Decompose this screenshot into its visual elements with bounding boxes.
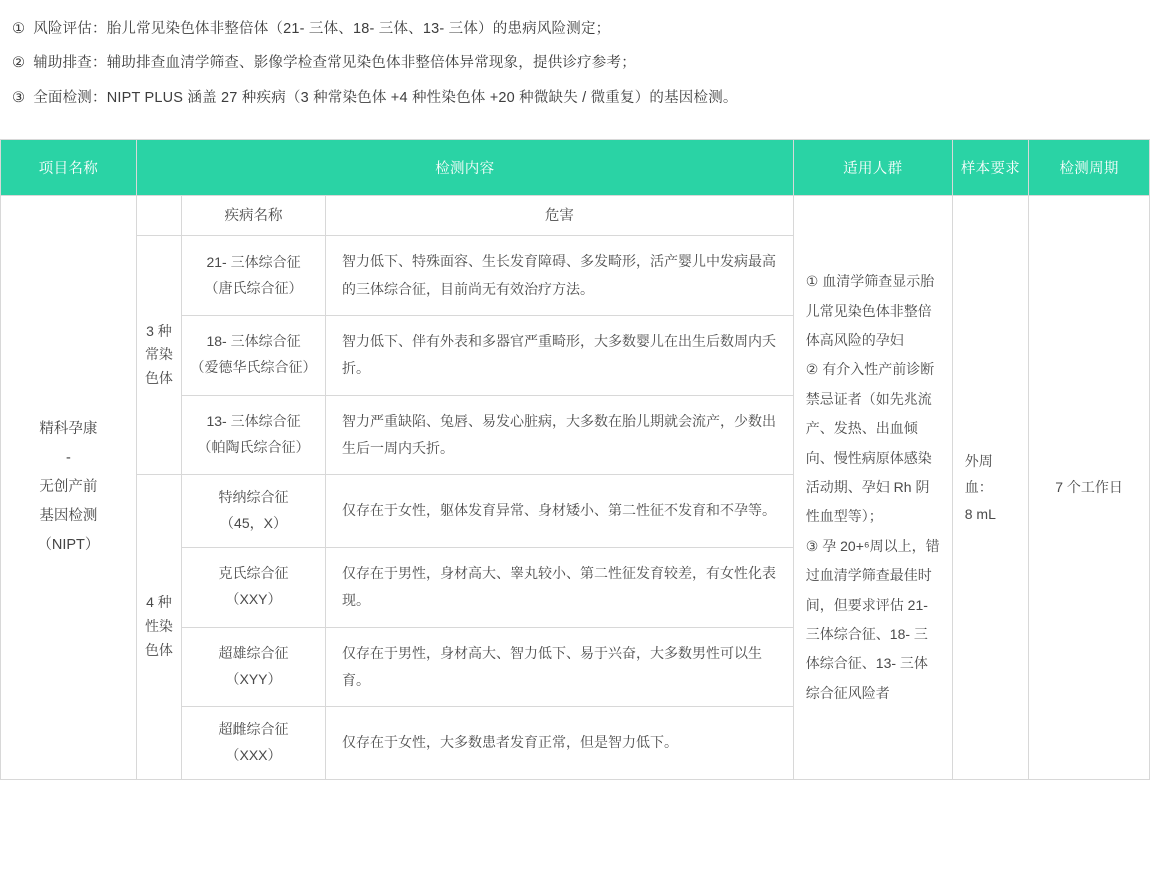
product-name-cell: 精科孕康 - 无创产前 基因检测 （NIPT） [1, 196, 137, 780]
disease-name: 13- 三体综合征 （帕陶氏综合征） [182, 395, 326, 475]
disease-name: 克氏综合征 （XXY） [182, 547, 326, 627]
disease-name: 超雌综合征 （XXX） [182, 707, 326, 780]
disease-harm: 智力低下、伴有外表和多器官严重畸形，大多数婴儿在出生后数周内夭折。 [325, 316, 793, 396]
disease-harm: 智力低下、特殊面容、生长发育障碍、多发畸形，活产婴儿中发病最高的三体综合征，目前尚无有效治疗方法。 [325, 236, 793, 316]
disease-harm: 仅存在于女性，躯体发育异常、身材矮小、第二性征不发育和不孕等。 [325, 475, 793, 548]
intro-marker-2: ② [12, 55, 26, 72]
disease-name: 18- 三体综合征 （爱德华氏综合征） [182, 316, 326, 396]
sample-requirement-cell: 外周血： 8 mL [952, 196, 1028, 780]
disease-harm: 仅存在于男性，身材高大、睾丸较小、第二性征发育较差，有女性化表现。 [325, 547, 793, 627]
intro-line [12, 87, 1150, 109]
spec-table-wrapper [0, 139, 1150, 780]
disease-harm: 智力严重缺陷、兔唇、易发心脏病，大多数在胎儿期就会流产，少数出生后一周内夭折。 [325, 395, 793, 475]
test-cycle-cell: 7 个工作日 [1029, 196, 1150, 780]
disease-name: 超雄综合征 （XYY） [182, 627, 326, 707]
col-header-people: 适用人群 [793, 140, 952, 196]
group-label-sex-chromosome: 4 种 性染 色体 [136, 475, 181, 780]
intro-list [12, 0, 1150, 109]
col-header-name: 项目名称 [1, 140, 137, 196]
subheader-harm: 危害 [325, 196, 793, 236]
subheader-disease: 疾病名称 [182, 196, 326, 236]
col-header-cycle: 检测周期 [1029, 140, 1150, 196]
subheader-blank [136, 196, 181, 236]
disease-harm: 仅存在于男性，身材高大、智力低下、易于兴奋，大多数男性可以生育。 [325, 627, 793, 707]
table-header-row [1, 140, 1150, 196]
disease-name: 特纳综合征 （45，X） [182, 475, 326, 548]
group-label-autosomal: 3 种 常染 色体 [136, 236, 181, 475]
intro-text-2: 辅助排查：辅助排查血清学筛查、影像学检查常见染色体非整倍体异常现象，提供诊疗参考； [33, 55, 636, 72]
col-header-content: 检测内容 [136, 140, 793, 196]
target-people-cell: ① 血清学筛查显示胎儿常见染色体非整倍体高风险的孕妇 ② 有介入性产前诊断禁忌证者（如先兆流产、发热、出血倾向、慢性病原体感染活动期、孕妇 Rh 阴性血型等）； ③ 孕 20+⁶周以上，错过血清学筛查最佳时间，但要求评估 21- 三体综合征、18- 三体综合征、13- 三体综合征风险者 [793, 196, 952, 780]
table-row [1, 196, 1150, 236]
intro-text-3: 全面检测：NIPT PLUS 涵盖 27 种疾病（3 种常染色体 +4 种性染色体 +20 种微缺失 / 微重复）的基因检测。 [33, 89, 738, 106]
intro-marker-1: ① [12, 21, 26, 37]
intro-line [12, 18, 1150, 40]
disease-name: 21- 三体综合征 （唐氏综合征） [182, 236, 326, 316]
intro-text-1: 风险评估：胎儿常见染色体非整倍体（21- 三体、18- 三体、13- 三体）的患病风险测定； [33, 21, 611, 37]
disease-harm: 仅存在于女性，大多数患者发育正常，但是智力低下。 [325, 707, 793, 780]
col-header-sample: 样本要求 [952, 140, 1028, 196]
product-spec-table [0, 139, 1150, 780]
intro-line [12, 52, 1150, 74]
intro-marker-3: ③ [12, 89, 26, 106]
